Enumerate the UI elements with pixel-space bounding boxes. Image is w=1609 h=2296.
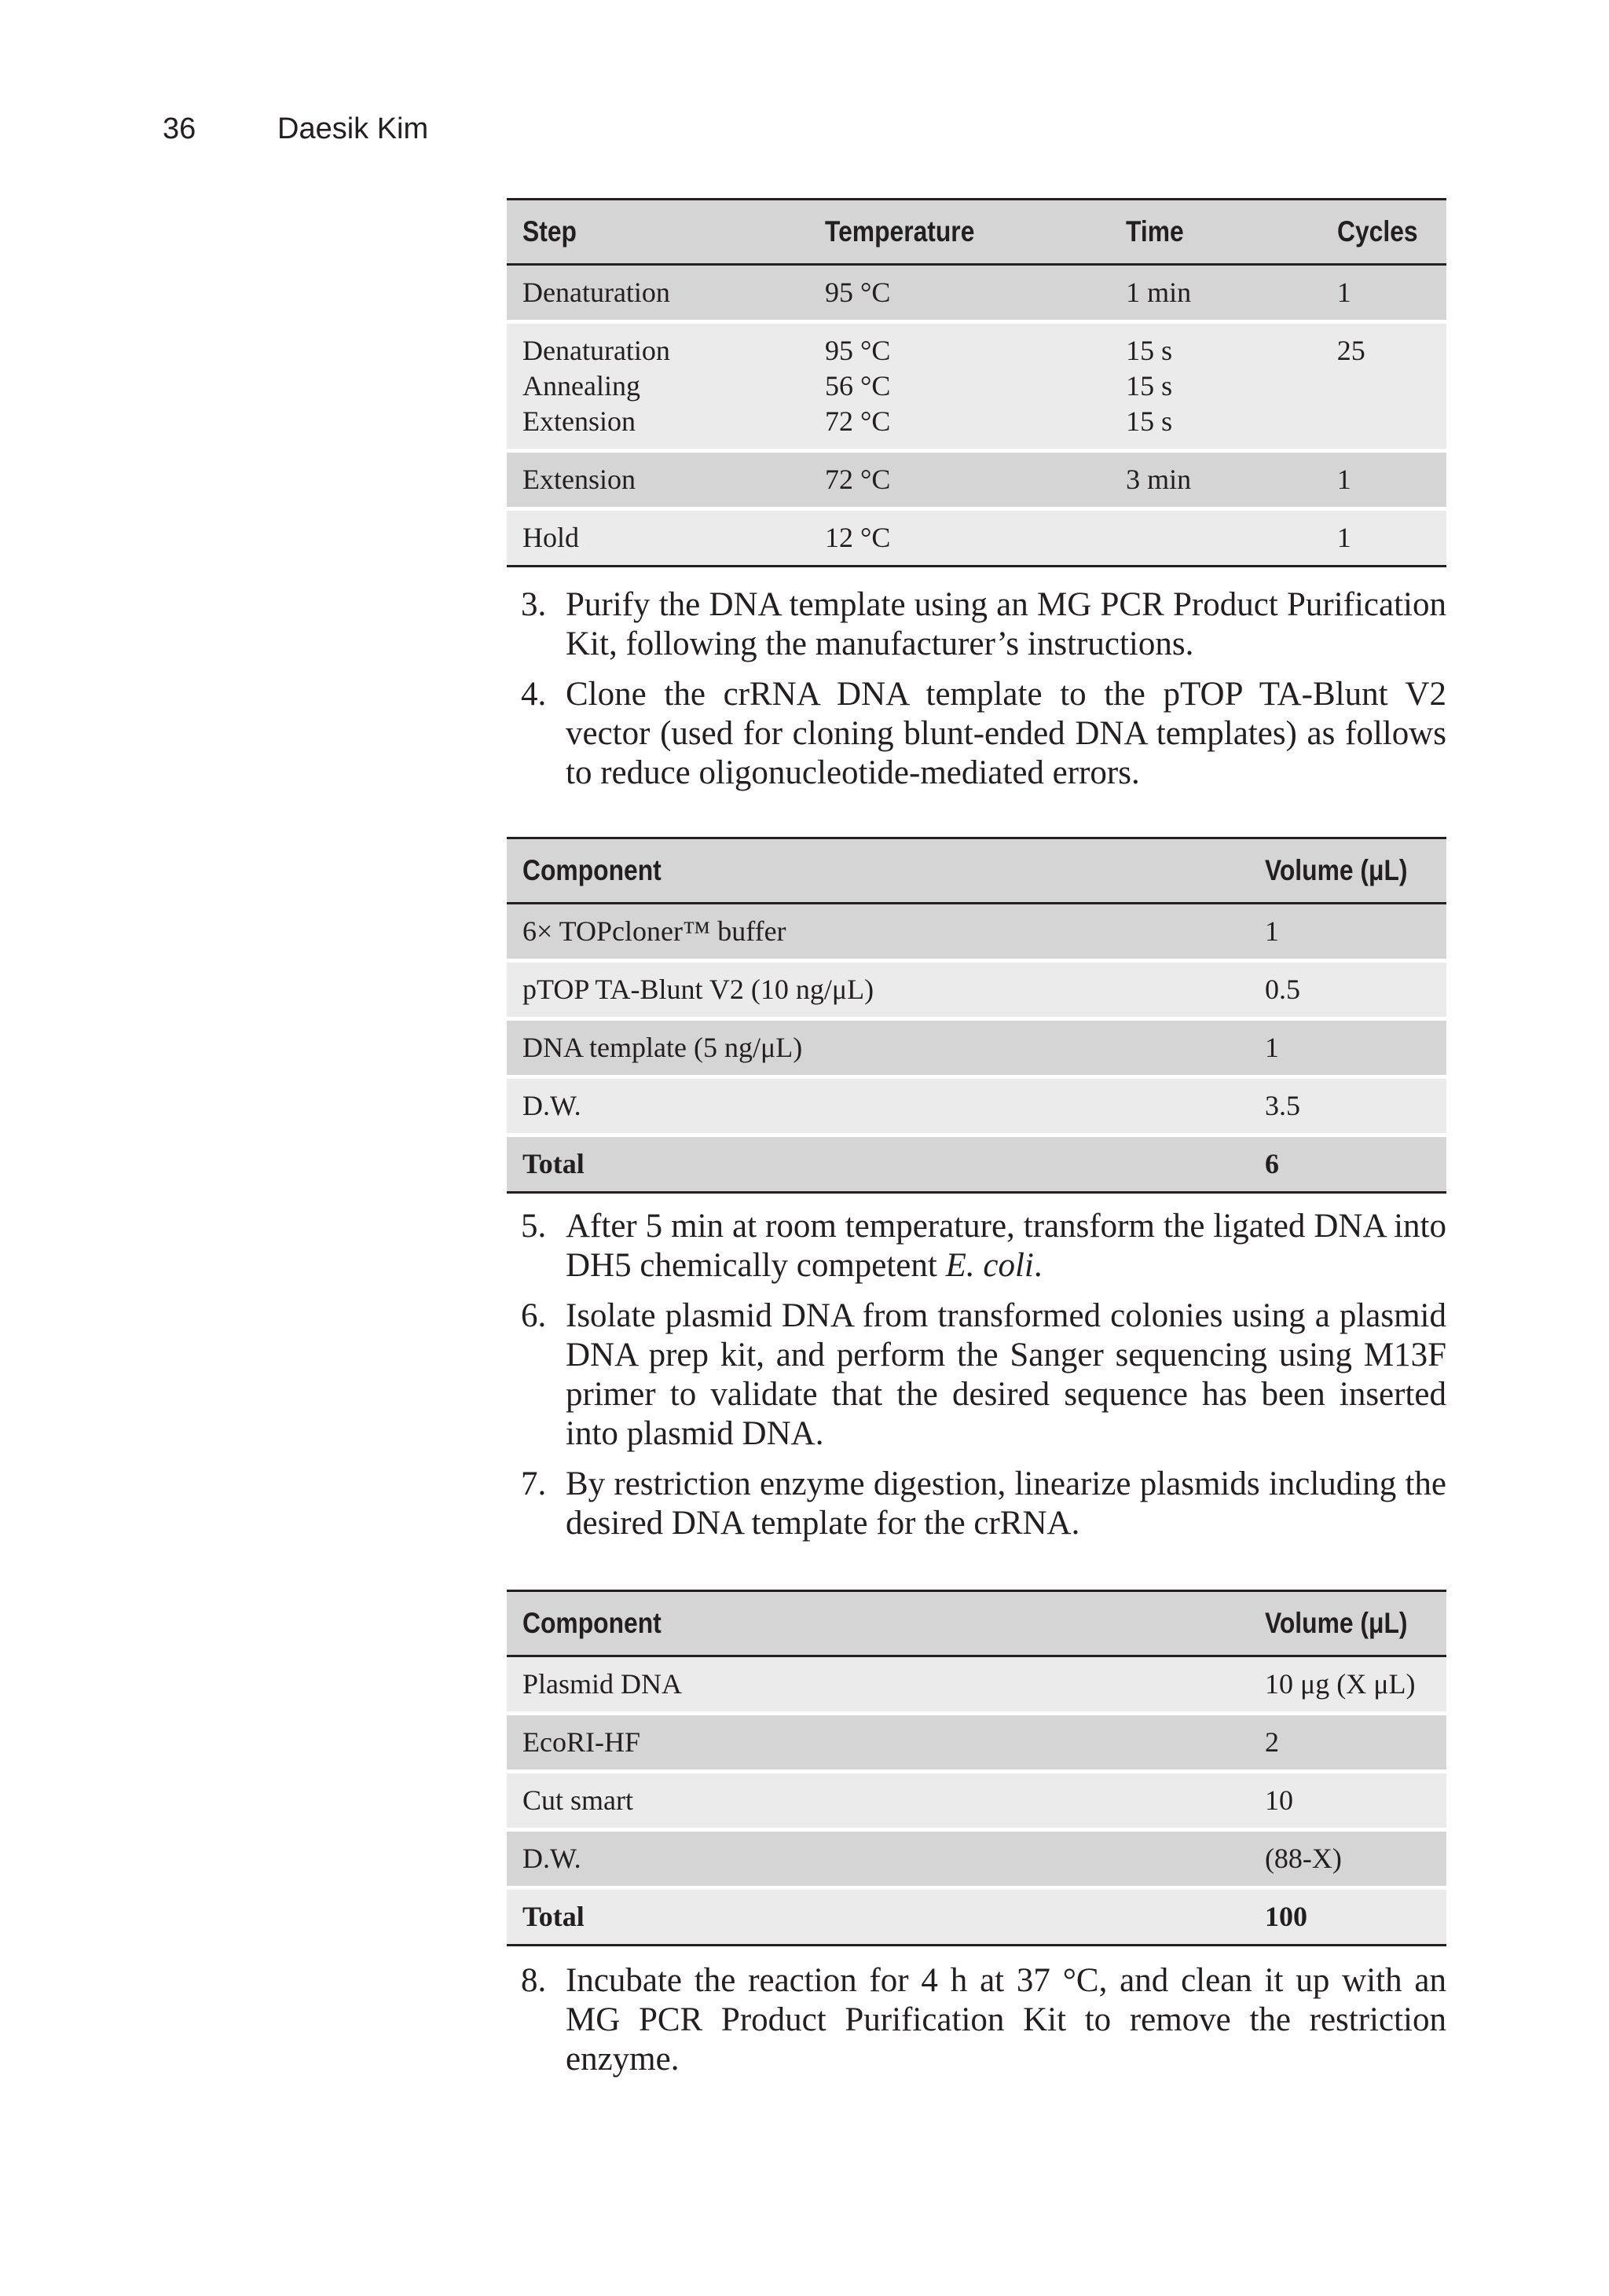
temperature-cell: 12 °C bbox=[809, 511, 1110, 565]
list-item bbox=[507, 1465, 1446, 1543]
step-cell: Hold bbox=[507, 511, 809, 565]
species-name: E. coli bbox=[945, 1247, 1034, 1284]
time-cell bbox=[1110, 511, 1321, 565]
list-item bbox=[507, 1297, 1446, 1454]
column-header: Volume (μL) bbox=[1249, 839, 1446, 904]
time-cell: 3 min bbox=[1110, 453, 1321, 511]
temperature-cell: 95 °C 56 °C 72 °C bbox=[809, 324, 1110, 453]
step-text: Incubate the reaction for 4 h at 37 °C, and clean it up with an MG PCR Product Purification Kit to remove the restriction enzyme. bbox=[566, 1962, 1446, 2078]
digestion-table-block bbox=[507, 1590, 1446, 1946]
table-header-row bbox=[507, 1592, 1446, 1657]
step-text: Purify the DNA template using an MG PCR Product Purification Kit, following the manufacturer’s instructions. bbox=[566, 586, 1446, 662]
table-row bbox=[507, 1715, 1446, 1773]
step-text-end: . bbox=[1033, 1247, 1043, 1284]
list-item bbox=[507, 585, 1446, 664]
column-header: Time bbox=[1110, 200, 1321, 266]
component-cell: D.W. bbox=[507, 1079, 1249, 1137]
steps-list-c bbox=[507, 1961, 1446, 2090]
component-cell: DNA template (5 ng/μL) bbox=[507, 1021, 1249, 1079]
volume-cell: 100 bbox=[1249, 1890, 1446, 1944]
author-name: Daesik Kim bbox=[277, 112, 429, 145]
step-number: 8. bbox=[521, 1962, 547, 1999]
temperature-cell: 95 °C bbox=[809, 266, 1110, 324]
page-number: 36 bbox=[163, 112, 196, 145]
cycles-cell: 1 bbox=[1321, 511, 1446, 565]
temperature-cell: 72 °C bbox=[809, 453, 1110, 511]
table-row bbox=[507, 1021, 1446, 1079]
column-header: Cycles bbox=[1321, 200, 1446, 266]
step-number: 4. bbox=[521, 676, 547, 713]
volume-cell: 3.5 bbox=[1249, 1079, 1446, 1137]
table-row bbox=[507, 1079, 1446, 1137]
component-cell: D.W. bbox=[507, 1832, 1249, 1890]
volume-cell: 1 bbox=[1249, 904, 1446, 963]
table-row bbox=[507, 266, 1446, 324]
volume-cell: 10 μg (X μL) bbox=[1249, 1657, 1446, 1715]
table-row bbox=[507, 1773, 1446, 1832]
table-row bbox=[507, 963, 1446, 1021]
component-cell: pTOP TA-Blunt V2 (10 ng/μL) bbox=[507, 963, 1249, 1021]
cycles-cell: 1 bbox=[1321, 266, 1446, 324]
table-row bbox=[507, 511, 1446, 565]
column-header: Volume (μL) bbox=[1249, 1592, 1446, 1657]
cycles-cell: 1 bbox=[1321, 453, 1446, 511]
cycles-cell: 25 bbox=[1321, 324, 1446, 453]
time-cell: 15 s 15 s 15 s bbox=[1110, 324, 1321, 453]
pcr-table-block bbox=[507, 198, 1446, 567]
time-cell: 1 min bbox=[1110, 266, 1321, 324]
table-row bbox=[507, 453, 1446, 511]
table-header-row bbox=[507, 200, 1446, 266]
list-item bbox=[507, 1207, 1446, 1286]
step-cell: Extension bbox=[507, 453, 809, 511]
step-cell: Denaturation Annealing Extension bbox=[507, 324, 809, 453]
table-row bbox=[507, 1832, 1446, 1890]
volume-cell: 0.5 bbox=[1249, 963, 1446, 1021]
step-text: After 5 min at room temperature, transform the ligated DNA into DH5 chemically competent bbox=[566, 1208, 1446, 1284]
list-item bbox=[507, 675, 1446, 793]
step-number: 6. bbox=[521, 1297, 547, 1334]
column-header: Component bbox=[507, 839, 1249, 904]
column-header: Step bbox=[507, 200, 809, 266]
table-row bbox=[507, 324, 1446, 453]
step-text: Clone the crRNA DNA template to the pTOP TA-Blunt V2 vector (used for cloning blunt-ended DNA templates) as follows to reduce oligonucleotide-mediated errors. bbox=[566, 676, 1446, 791]
pcr-cycling-table bbox=[507, 198, 1446, 567]
digestion-table bbox=[507, 1590, 1446, 1946]
steps-list-b bbox=[507, 1207, 1446, 1554]
step-cell: Denaturation bbox=[507, 266, 809, 324]
table-row bbox=[507, 1657, 1446, 1715]
table-header-row bbox=[507, 839, 1446, 904]
component-cell: Cut smart bbox=[507, 1773, 1249, 1832]
volume-cell: 2 bbox=[1249, 1715, 1446, 1773]
component-cell: 6× TOPcloner™ buffer bbox=[507, 904, 1249, 963]
component-cell: EcoRI-HF bbox=[507, 1715, 1249, 1773]
column-header: Component bbox=[507, 1592, 1249, 1657]
running-head bbox=[163, 112, 428, 146]
volume-cell: 6 bbox=[1249, 1137, 1446, 1191]
step-number: 7. bbox=[521, 1465, 547, 1502]
table-row-total bbox=[507, 1137, 1446, 1191]
table-row-total bbox=[507, 1890, 1446, 1944]
ligation-table-block bbox=[507, 837, 1446, 1194]
volume-cell: 1 bbox=[1249, 1021, 1446, 1079]
ligation-table bbox=[507, 837, 1446, 1194]
step-text: By restriction enzyme digestion, linearize plasmids including the desired DNA template for the crRNA. bbox=[566, 1465, 1446, 1542]
step-number: 5. bbox=[521, 1208, 547, 1245]
component-cell: Total bbox=[507, 1137, 1249, 1191]
step-text: Isolate plasmid DNA from transformed colonies using a plasmid DNA prep kit, and perform the Sanger sequencing using M13F primer to validate that the desired sequence has been inserted into plasmid DNA. bbox=[566, 1297, 1446, 1452]
component-cell: Total bbox=[507, 1890, 1249, 1944]
table-row bbox=[507, 904, 1446, 963]
volume-cell: 10 bbox=[1249, 1773, 1446, 1832]
volume-cell: (88-X) bbox=[1249, 1832, 1446, 1890]
step-number: 3. bbox=[521, 586, 547, 623]
column-header: Temperature bbox=[809, 200, 1110, 266]
list-item bbox=[507, 1961, 1446, 2079]
component-cell: Plasmid DNA bbox=[507, 1657, 1249, 1715]
steps-list-a bbox=[507, 585, 1446, 804]
